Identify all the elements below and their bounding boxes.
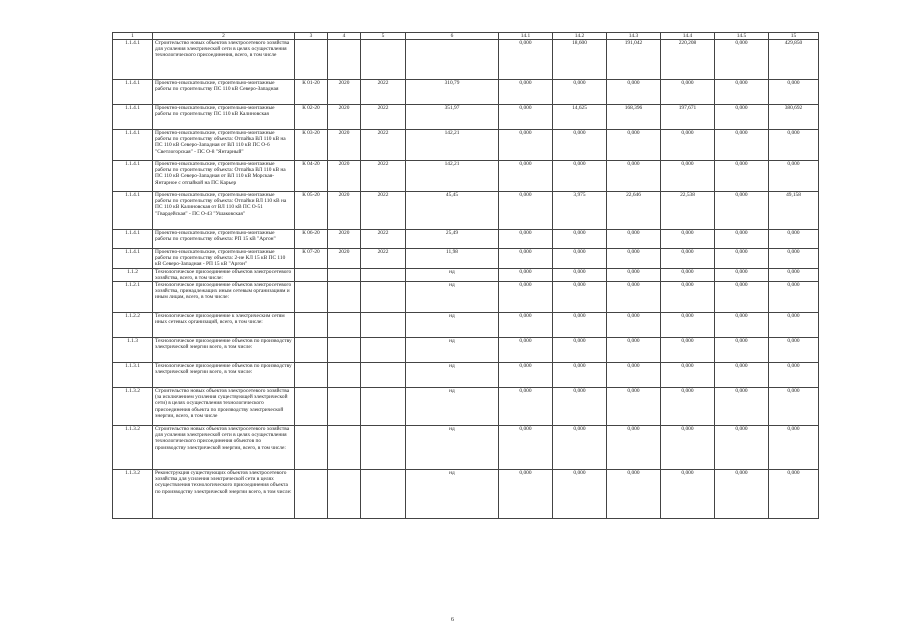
value-14-4: 0,000 [661,282,715,313]
document-sheet [112,32,818,519]
project-code: К 05-20 [295,192,328,230]
value-14-1: 0,000 [499,161,553,192]
value-14-1: 0,000 [499,363,553,388]
value-total: 0,000 [769,426,819,470]
value-14-4: 0,000 [661,268,715,281]
row-name: Технологическое присоединение объектов электросетевого хозяйства, всего, в том числе: [153,268,295,281]
value-14-5: 0,000 [715,313,769,338]
end-year [361,363,406,388]
row-number: 1.1.4.1 [113,230,153,249]
value-14-3: 0,000 [607,338,661,363]
value-14-4: 0,000 [661,230,715,249]
end-year: 2022 [361,130,406,161]
value-total: 0,000 [769,268,819,281]
value-14-3: 0,000 [607,313,661,338]
end-year: 2022 [361,192,406,230]
table-row [113,230,819,249]
table-row [113,363,819,388]
row-name: Строительство новых объектов электросетевого хозяйства для усиления электрической сети в целях осуществления технологического присоединения объектов по производству электрической энергии, всего, в том числе: [153,426,295,470]
row-name: Проектно-изыскательские, строительно-монтажные работы по строительству объекта: Отпайка ВЛ 110 кВ на ПС 110 кВ Северо-Западная от ВЛ 110 кВ ПС О-6 "Светлогорская" - ПС О-8 "Янтарный" [153,130,295,161]
value-total: 0,000 [769,313,819,338]
row-name: Проектно-изыскательские, строительно-монтажные работы по строительству объекта: РП 15 кВ "Аргон" [153,230,295,249]
end-year: 2022 [361,230,406,249]
row-number: 1.1.3.1 [113,363,153,388]
end-year: 2022 [361,80,406,105]
value-14-5: 0,000 [715,338,769,363]
value-total: 0,000 [769,80,819,105]
value-14-4: 0,000 [661,80,715,105]
header-cell: 14.5 [715,33,769,40]
header-cell: 5 [361,33,406,40]
value-14-5: 0,000 [715,249,769,269]
value-14-3: 0,000 [607,230,661,249]
project-code [295,313,328,338]
value-14-4: 0,000 [661,313,715,338]
value-14-3: 168,396 [607,105,661,130]
project-code [295,388,328,426]
start-year: 2020 [328,230,361,249]
investment-table [112,32,819,519]
row-name: Проектно-изыскательские, строительно-монтажные работы по строительству объекта: Отпайки ВЛ 110 кВ на ПС 110 кВ Калиновская от ВЛ 110 кВ ПС О-51 "Гвардейская" - ПС О-43 "Ушаковская" [153,192,295,230]
cost-value: нд [406,282,499,313]
value-14-1: 0,000 [499,80,553,105]
header-cell: 15 [769,33,819,40]
start-year [328,268,361,281]
value-14-2: 0,000 [553,80,607,105]
table-row [113,192,819,230]
value-14-3: 0,000 [607,161,661,192]
value-total: 0,000 [769,282,819,313]
value-14-2: 0,000 [553,249,607,269]
start-year: 2020 [328,249,361,269]
header-cell: 14.2 [553,33,607,40]
value-14-2: 0,000 [553,230,607,249]
table-row [113,338,819,363]
start-year: 2020 [328,161,361,192]
table-row [113,130,819,161]
value-14-5: 0,000 [715,268,769,281]
value-14-1: 0,000 [499,192,553,230]
value-14-1: 0,000 [499,388,553,426]
value-14-4: 0,000 [661,470,715,519]
header-cell: 14.3 [607,33,661,40]
value-total: 0,000 [769,388,819,426]
value-14-1: 0,000 [499,338,553,363]
row-name: Технологическое присоединение объектов электросетевого хозяйства, принадлежащих иным сетевым организациям и иным лицам, всего, в том числе: [153,282,295,313]
row-name: Проектно-изыскательские, строительно-монтажные работы по строительству ПС 110 кВ Северо-Западная [153,80,295,105]
start-year: 2020 [328,105,361,130]
row-number: 1.1.3.2 [113,470,153,519]
value-14-5: 0,000 [715,230,769,249]
value-14-5: 0,000 [715,40,769,80]
value-14-5: 0,000 [715,282,769,313]
value-total: 0,000 [769,161,819,192]
row-number: 1.1.4.1 [113,105,153,130]
value-14-1: 0,000 [499,40,553,80]
table-row [113,249,819,269]
value-14-5: 0,000 [715,130,769,161]
table-row [113,268,819,281]
cost-value: нд [406,426,499,470]
value-14-3: 0,000 [607,388,661,426]
row-name: Технологическое присоединение объектов по производству электрической энергии всего, в том числе: [153,363,295,388]
row-name: Проектно-изыскательские, строительно-монтажные работы по строительству объекта: 2-ие КЛ 15 кВ ПС 110 кВ Северо-Западная - РП 15 кВ "Аргон" [153,249,295,269]
header-cell: 14.4 [661,33,715,40]
cost-value: нд [406,470,499,519]
table-row [113,80,819,105]
table-row [113,282,819,313]
cost-value: нд [406,338,499,363]
start-year [328,470,361,519]
value-total: 0,000 [769,249,819,269]
value-14-2: 0,000 [553,161,607,192]
row-number: 1.1.4.1 [113,161,153,192]
value-14-2: 14,625 [553,105,607,130]
header-cell: 2 [153,33,295,40]
table-row [113,426,819,470]
value-14-5: 0,000 [715,80,769,105]
row-name: Строительство новых объектов электросетевого хозяйства (за исключением усиления существующей электрической сети) в целях осуществления технологического присоединения объекта по производству электрической энергии, всего, в том числе [153,388,295,426]
end-year [361,268,406,281]
value-14-3: 0,000 [607,268,661,281]
start-year: 2020 [328,80,361,105]
value-14-1: 0,000 [499,282,553,313]
project-code [295,40,328,80]
row-name: Технологическое присоединение к электрическим сетям иных сетевых организаций, всего, в том числе: [153,313,295,338]
end-year [361,40,406,80]
end-year: 2022 [361,161,406,192]
header-cell: 1 [113,33,153,40]
project-code [295,282,328,313]
project-code [295,470,328,519]
start-year: 2020 [328,192,361,230]
end-year: 2022 [361,105,406,130]
value-total: 49,158 [769,192,819,230]
value-14-5: 0,000 [715,161,769,192]
row-name: Реконструкция существующих объектов электросетевого хозяйства для усиления электрической сети в целях осуществления технологического присоединения объекта по производству электрической энергии всего, в том числе: [153,470,295,519]
start-year [328,388,361,426]
value-14-5: 0,000 [715,388,769,426]
value-14-3: 0,000 [607,80,661,105]
value-14-5: 0,000 [715,105,769,130]
project-code [295,338,328,363]
start-year [328,282,361,313]
row-number: 1.1.3 [113,338,153,363]
cost-value: 45,45 [406,192,499,230]
value-total: 0,000 [769,130,819,161]
header-row [113,33,819,40]
value-14-4: 22,538 [661,192,715,230]
project-code: К 03-20 [295,130,328,161]
cost-value: 11,98 [406,249,499,269]
row-number: 1.1.4.1 [113,40,153,80]
value-14-2: 0,000 [553,338,607,363]
page-number: 6 [451,617,454,623]
value-14-2: 0,000 [553,313,607,338]
start-year [328,426,361,470]
row-number: 1.1.3.2 [113,388,153,426]
project-code [295,426,328,470]
value-14-5: 0,000 [715,470,769,519]
cost-value: нд [406,268,499,281]
value-14-5: 0,000 [715,192,769,230]
value-14-3: 0,000 [607,282,661,313]
row-name: Проектно-изыскательские, строительно-монтажные работы по строительству объекта: Отпайка ВЛ 110 кВ на ПС 110 кВ Северо-Западная от ВЛ 110 кВ Морская-Янтарное с отпайкой на ПС Карьер [153,161,295,192]
value-14-5: 0,000 [715,363,769,388]
row-number: 1.1.4.1 [113,130,153,161]
value-14-3: 0,000 [607,130,661,161]
value-total: 0,000 [769,230,819,249]
cost-value: 310,79 [406,80,499,105]
project-code: К 01-20 [295,80,328,105]
value-14-3: 22,646 [607,192,661,230]
value-total: 0,000 [769,338,819,363]
value-14-3: 0,000 [607,363,661,388]
start-year [328,313,361,338]
row-number: 1.1.2 [113,268,153,281]
value-14-1: 0,000 [499,426,553,470]
value-14-1: 0,000 [499,313,553,338]
value-14-3: 0,000 [607,249,661,269]
value-14-2: 0,000 [553,130,607,161]
cost-value: 142,21 [406,130,499,161]
end-year [361,388,406,426]
project-code: К 07-20 [295,249,328,269]
value-14-4: 220,208 [661,40,715,80]
header-cell: 14.1 [499,33,553,40]
value-total: 429,850 [769,40,819,80]
project-code [295,268,328,281]
cost-value: нд [406,313,499,338]
start-year [328,40,361,80]
value-14-1: 0,000 [499,249,553,269]
header-cell: 6 [406,33,499,40]
project-code: К 06-20 [295,230,328,249]
table-row [113,470,819,519]
end-year [361,282,406,313]
value-14-1: 0,000 [499,230,553,249]
value-14-2: 0,000 [553,388,607,426]
cost-value: 142,21 [406,161,499,192]
value-14-2: 0,000 [553,268,607,281]
table-row [113,105,819,130]
row-number: 1.1.4.1 [113,80,153,105]
project-code: К 02-20 [295,105,328,130]
start-year [328,363,361,388]
end-year [361,470,406,519]
end-year [361,338,406,363]
value-14-2: 18,600 [553,40,607,80]
end-year [361,313,406,338]
value-14-1: 0,000 [499,130,553,161]
value-total: 0,000 [769,363,819,388]
cost-value [406,40,499,80]
value-14-2: 3,975 [553,192,607,230]
cost-value: нд [406,388,499,426]
end-year [361,426,406,470]
row-number: 1.1.4.1 [113,249,153,269]
value-14-4: 0,000 [661,130,715,161]
value-14-1: 0,000 [499,268,553,281]
row-number: 1.1.2.2 [113,313,153,338]
value-14-2: 0,000 [553,363,607,388]
row-name: Технологическое присоединение объектов по производству электрической энергии всего, в том числе: [153,338,295,363]
row-number: 1.1.3.2 [113,426,153,470]
table-row [113,40,819,80]
table-row [113,313,819,338]
value-14-3: 191,042 [607,40,661,80]
value-total: 380,692 [769,105,819,130]
value-14-1: 0,000 [499,105,553,130]
value-14-4: 0,000 [661,426,715,470]
value-total: 0,000 [769,470,819,519]
value-14-2: 0,000 [553,426,607,470]
table-row [113,388,819,426]
cost-value: нд [406,363,499,388]
value-14-3: 0,000 [607,470,661,519]
end-year: 2022 [361,249,406,269]
value-14-4: 0,000 [661,161,715,192]
value-14-4: 0,000 [661,388,715,426]
value-14-4: 0,000 [661,338,715,363]
value-14-5: 0,000 [715,426,769,470]
header-cell: 3 [295,33,328,40]
value-14-4: 197,671 [661,105,715,130]
row-name: Проектно-изыскательские, строительно-монтажные работы по строительству ПС 110 кВ Калиновская [153,105,295,130]
value-14-2: 0,000 [553,282,607,313]
header-cell: 4 [328,33,361,40]
value-14-4: 0,000 [661,249,715,269]
value-14-3: 0,000 [607,426,661,470]
value-14-2: 0,000 [553,470,607,519]
row-number: 1.1.4.1 [113,192,153,230]
start-year [328,338,361,363]
value-14-4: 0,000 [661,363,715,388]
cost-value: 351,97 [406,105,499,130]
project-code [295,363,328,388]
row-name: Строительство новых объектов электросетевого хозяйства для усиления электрической сети в целях осуществления технологического присоединения, всего, в том числе [153,40,295,80]
table-row [113,161,819,192]
row-number: 1.1.2.1 [113,282,153,313]
project-code: К 04-20 [295,161,328,192]
value-14-1: 0,000 [499,470,553,519]
cost-value: 25,49 [406,230,499,249]
start-year: 2020 [328,130,361,161]
